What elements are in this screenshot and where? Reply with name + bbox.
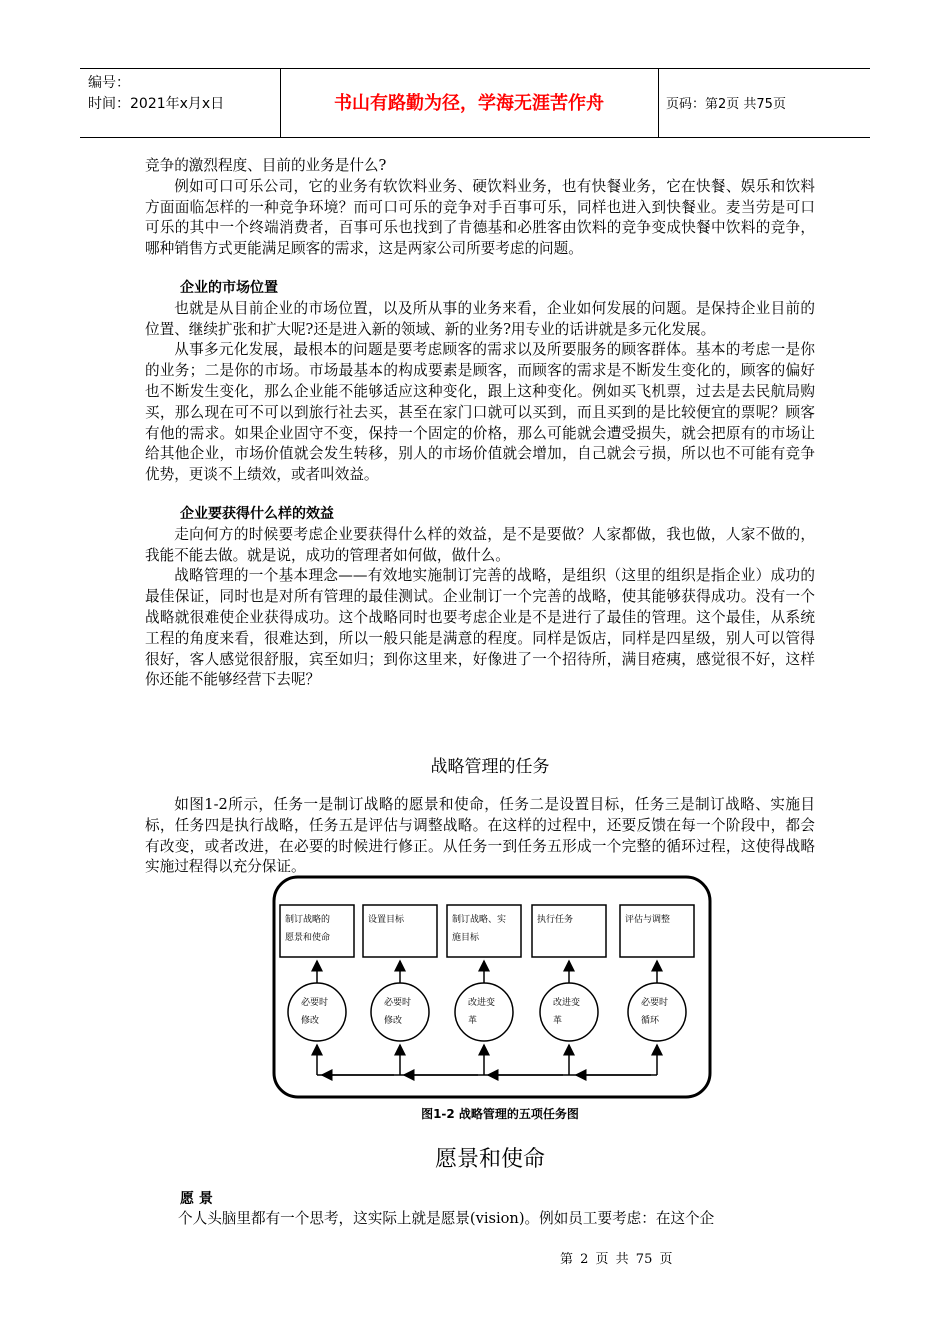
feedback-circle-label: 必要时 [301,998,329,1008]
feedback-circle-label: 必要时 [384,998,412,1008]
feedback-circle [628,983,686,1041]
feedback-circle-label: 改进变 [468,998,496,1008]
feedback-circle-label: 改进变 [553,998,581,1008]
paragraph: 如图1-2所示，任务一是制订战略的愿景和使命，任务二是设置目标，任务三是制订战略、实施目标，任务四是执行战略，任务五是评估与调整战略。在这样的过程中，还要反馈在每一个阶段中，都会有改变，或者改进，在必要的时候进行修正。从任务一到任务五形成一个完整的循环过程，这使得战略实施过程得以充分保证。 [145,796,815,876]
subheading-benefit: 企业要获得什么样的效益 [180,505,334,522]
header-meta [88,73,224,115]
feedback-circle-label: 革 [553,1016,563,1026]
feedback-circle-label: 必要时 [641,998,669,1008]
header-divider [658,69,659,137]
figure-caption: 图1-2 战略管理的五项任务图 [421,1107,579,1121]
strategy-tasks-figure [272,875,712,1100]
task-box [447,905,521,957]
feedback-circle [540,983,598,1041]
feedback-circle-label: 革 [468,1016,478,1026]
section-title-tasks: 战略管理的任务 [430,757,550,777]
task-box-label: 施目标 [452,933,480,943]
subheading-market-position: 企业的市场位置 [180,279,278,296]
paragraph: 战略管理的一个基本理念——有效地实施制订完善的战略，是组织（这里的组织是指企业）成功的最佳保证，同时也是对所有管理的最佳测试。企业制订一个完善的战略，使其能够获得成功。没有一个战略就很难使企业获得成功。这个战略同时也要考虑企业是不是进行了最佳的管理。这个最佳，从系统工程的角度来看，很难达到，所以一般只能是满意的程度。同样是饭店，同样是四星级，别人可以管得很好，客人感觉很舒服，宾至如归；到你这里来，好像进了一个招待所，满目疮痍，感觉很不好，这样你还能不能够经营下去呢？ [145,567,815,689]
task-box-label: 执行任务 [537,915,574,925]
task-box [532,905,606,957]
task-box-label: 评估与调整 [625,915,671,925]
task-box-label: 制订战略的 [285,915,331,925]
document-time-label: 时间：2021年x月x日 [88,96,225,112]
page-header [80,68,870,138]
paragraph: 竞争的激烈程度、目前的业务是什么? [145,157,387,174]
body-text [145,156,815,691]
document-number-label: 编号： [88,75,130,91]
feedback-circle-label: 修改 [301,1016,320,1026]
feedback-circle [455,983,513,1041]
feedback-circle-label: 修改 [384,1016,403,1026]
feedback-circle [288,983,346,1041]
paragraph: 例如可口可乐公司，它的业务有软饮料业务、硬饮料业务，也有快餐业务，它在快餐、娱乐和饮料方面面临怎样的一种竞争环境？而可口可乐的竞争对手百事可乐，同样也进入到快餐业。麦当劳是可口可乐的其中一个终端消费者，百事可乐也找到了肯德基和必胜客由饮料的竞争变成快餐中饮料的竞争，哪种销售方式更能满足顾客的需求，这是两家公司所要考虑的问题。 [145,177,815,258]
subheading-vision: 愿 景 [180,1191,213,1207]
paragraph: 从事多元化发展，最根本的问题是要考虑顾客的需求以及所要服务的顾客群体。基本的考虑一是你的业务；二是你的市场。市场最基本的构成要素是顾客，而顾客的需求是不断发生变化的，顾客的偏好也不断发生变化，那么企业能不能够适应这种变化，跟上这种变化。例如买飞机票，过去是去民航局购买，那么现在可不可以到旅行社去买，甚至在家门口就可以买到，而且买到的是比较便宜的票呢？顾客有他的需求。如果企业固守不变，保持一个固定的价格，那么可能就会遭受损失，就会把原有的市场让给其他企业，市场价值就会发生转移，别人的市场价值就会增加，自己就会亏损，所以也不可能有竞争优势，更谈不上绩效，或者叫效益。 [145,341,815,484]
paragraph: 个人头脑里都有一个思考，这实际上就是愿景(vision)。例如员工要考虑：在这个企 [178,1210,715,1227]
feedback-circle-label: 循环 [641,1016,660,1026]
tasks-intro [145,795,815,878]
strategy-tasks-diagram [272,875,712,1100]
feedback-circle [371,983,429,1041]
task-box-label: 制订战略、实 [452,915,507,925]
paragraph: 走向何方的时候要考虑企业要获得什么样的效益，是不是要做？人家都做，我也做，人家不做的，我能不能去做。就是说，成功的管理者如何做，做什么。 [145,525,815,564]
header-motto: 书山有路勤为径，学海无涯苦作舟 [334,93,604,114]
task-box [620,905,694,957]
header-page-number: 页码：第2页 共75页 [666,97,786,112]
task-box [363,905,437,957]
task-box-label: 愿景和使命 [285,933,331,943]
task-box [280,905,354,957]
page-footer: 第 2 页 共 75 页 [560,1252,673,1267]
paragraph: 也就是从目前企业的市场位置，以及所从事的业务来看，企业如何发展的问题。是保持企业目前的位置、继续扩张和扩大呢?还是进入新的领域、新的业务?用专业的话讲就是多元化发展。 [145,299,815,338]
section-title-vision-mission: 愿景和使命 [434,1147,545,1172]
task-box-label: 设置目标 [368,915,405,925]
